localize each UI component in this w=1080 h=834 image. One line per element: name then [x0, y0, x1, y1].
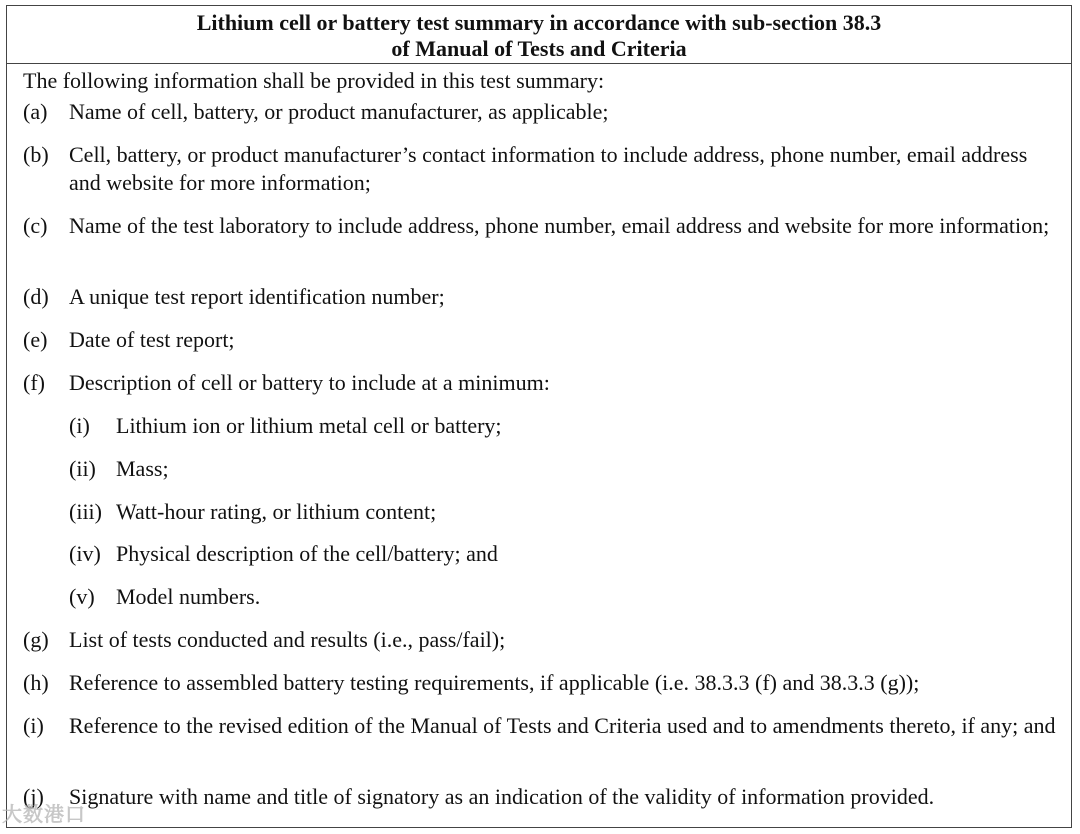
item-text: Description of cell or battery to include at a minimum: — [69, 370, 550, 395]
sub-item-text: Mass; — [116, 456, 169, 481]
watermark: 大数港口 — [2, 802, 86, 826]
sub-item-marker: (iii) — [69, 499, 102, 524]
item-text: Cell, battery, or product manufacturer’s contact information to include address, phone number, email address and website for more information; — [69, 142, 1028, 195]
item-marker: (b) — [23, 142, 49, 167]
title-line-1: Lithium cell or battery test summary in accordance with sub-section 38.3 — [196, 10, 882, 35]
item-text: Reference to assembled battery testing requirements, if applicable (i.e. 38.3.3 (f) and 38.3.3 (g)); — [69, 670, 920, 695]
item-marker: (d) — [23, 284, 49, 309]
item-text: Reference to the revised edition of the Manual of Tests and Criteria used and to amendments thereto, if any; and — [69, 713, 1056, 738]
sub-item-text: Watt-hour rating, or lithium content; — [116, 499, 437, 524]
sub-item-text: Physical description of the cell/battery; and — [116, 541, 498, 566]
sub-item-marker: (ii) — [69, 456, 96, 481]
item-marker: (e) — [23, 327, 48, 352]
title-line-2: of Manual of Tests and Criteria — [391, 36, 687, 61]
sub-item-marker: (v) — [69, 584, 95, 609]
sub-item-text: Lithium ion or lithium metal cell or battery; — [116, 413, 502, 438]
item-marker: (j) — [23, 784, 44, 809]
sub-item-marker: (iv) — [69, 541, 101, 566]
intro-text: The following information shall be provided in this test summary: — [23, 68, 605, 93]
item-text: Name of the test laboratory to include address, phone number, email address and website for more information; — [69, 213, 1050, 238]
item-marker: (g) — [23, 627, 49, 652]
item-text: List of tests conducted and results (i.e., pass/fail); — [69, 627, 506, 652]
sub-item-marker: (i) — [69, 413, 90, 438]
item-text: Name of cell, battery, or product manufacturer, as applicable; — [69, 99, 609, 124]
item-text: Signature with name and title of signatory as an indication of the validity of information provided. — [69, 784, 935, 809]
item-marker: (h) — [23, 670, 49, 695]
item-marker: (c) — [23, 213, 48, 238]
sub-item-text: Model numbers. — [116, 584, 261, 609]
item-marker: (i) — [23, 713, 44, 738]
item-text: A unique test report identification number; — [69, 284, 445, 309]
table-title — [7, 6, 1071, 64]
item-text: Date of test report; — [69, 327, 235, 352]
summary-table — [6, 5, 1072, 828]
item-marker: (f) — [23, 370, 45, 395]
item-marker: (a) — [23, 99, 48, 124]
